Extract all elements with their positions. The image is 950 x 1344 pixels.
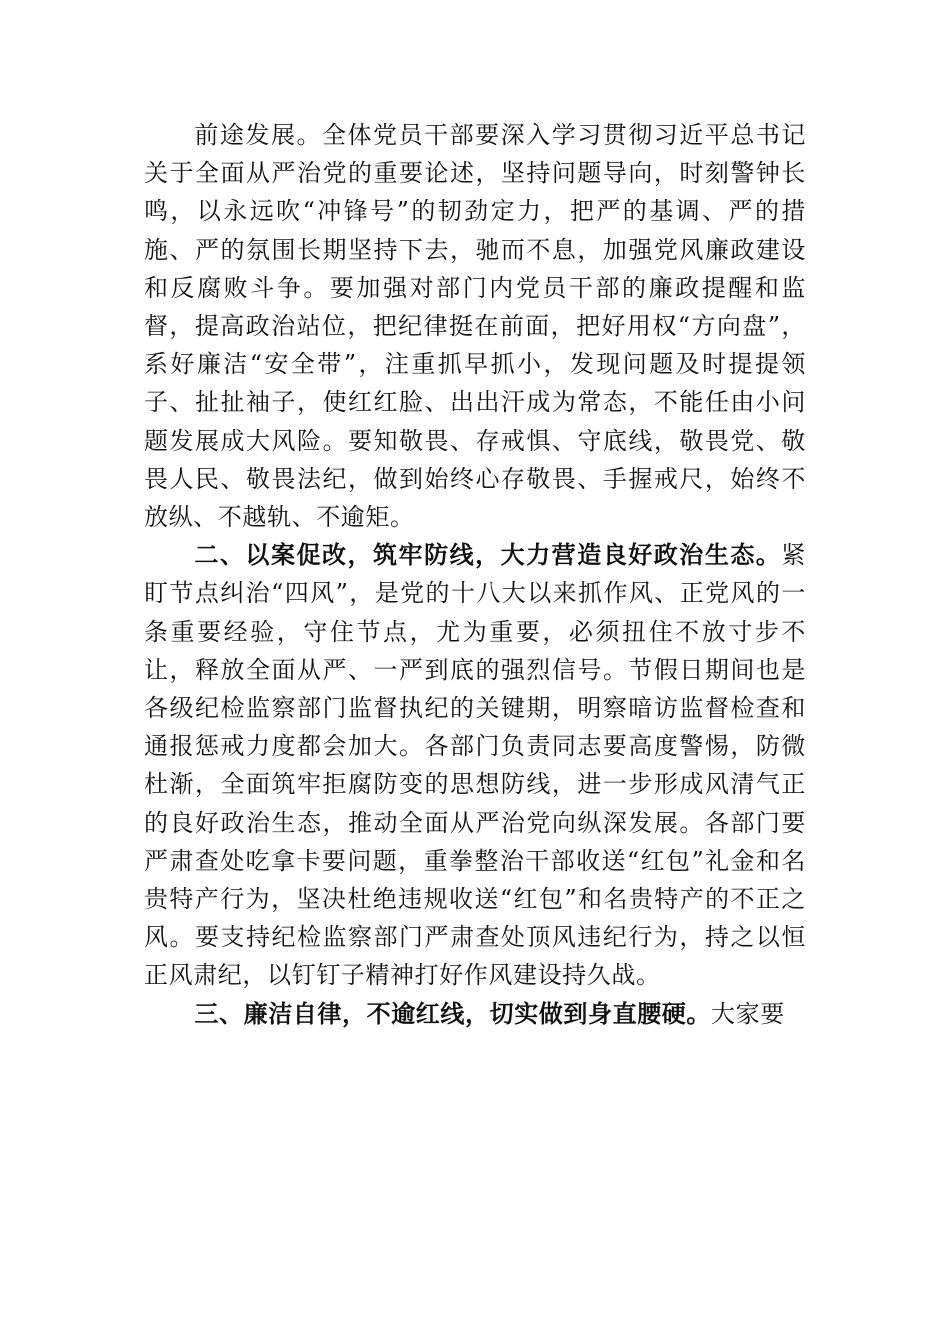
section-3-heading: 三、廉洁自律，不逾红线，切实做到身直腰硬。: [194, 999, 711, 1028]
paragraph-3: [144, 995, 806, 1033]
paragraph-1-body: 前途发展。全体党员干部要深入学习贯彻习近平总书记关于全面从严治党的重要论述，坚持问题导向，时刻警钟长鸣，以永远吹“冲锋号”的韧劲定力，把严的基调、严的措施、严的氛围长期坚持下去，驰而不息，加强党风廉政建设和反腐败斗争。要加强对部门内党员干部的廉政提醒和监督，提高政治站位，把纪律挺在前面，把好用权“方向盘”，系好廉洁“安全带”，注重抓早抓小，发现问题及时提提领子、扯扯袖子，使红红脸、出出汗成为常态，不能任由小问题发展成大风险。要知敬畏、存戒惧、守底线，敬畏党、敬畏人民、敬畏法纪，做到始终心存敬畏、手握戒尺，始终不放纵、不越轨、不逾矩。: [144, 121, 806, 532]
section-2-heading: 二、以案促改，筑牢防线，大力营造良好政治生态。: [194, 541, 782, 570]
paragraph-2: [144, 536, 806, 994]
paragraph-2-body: 紧盯节点纠治“四风”，是党的十八大以来抓作风、正党风的一条重要经验，守住节点，尤为重要，必须扭住不放寸步不让，释放全面从严、一严到底的强烈信号。节假日期间也是各级纪检监察部门监督执纪的关键期，明察暗访监督检查和通报惩戒力度都会加大。各部门负责同志要高度警惕，防微杜渐，全面筑牢拒腐防变的思想防线，进一步形成风清气正的良好政治生态，推动全面从严治党向纵深发展。各部门要严肃查处吃拿卡要问题，重拳整治干部收送“红包”礼金和名贵特产行为，坚决杜绝违规收送“红包”和名贵特产的不正之风。要支持纪检监察部门严肃查处顶风违纪行为，持之以恒正风肃纪，以钉钉子精神打好作风建设持久战。: [144, 541, 806, 990]
paragraph-1: [144, 116, 806, 536]
document-page: [144, 116, 806, 1033]
paragraph-3-body: 大家要: [711, 999, 785, 1028]
